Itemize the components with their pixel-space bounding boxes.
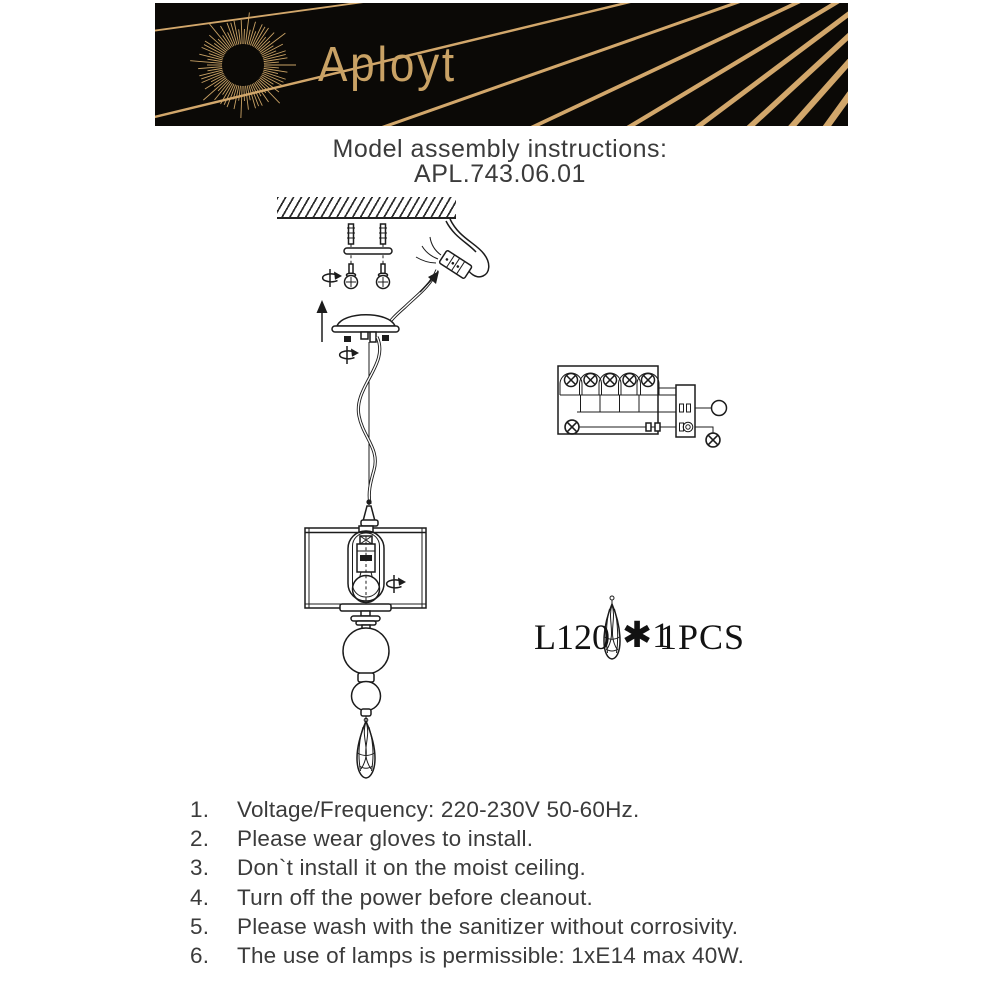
decor-sphere-small: [352, 682, 381, 711]
crystal-drop-drawing: [357, 721, 375, 778]
fastener-square: [344, 336, 351, 342]
wiring-diagram: [558, 366, 727, 447]
page-title: Model assembly instructions:: [332, 135, 668, 163]
up-arrow-icon: [317, 300, 328, 342]
wire-connector-drawing: [384, 219, 489, 331]
model-number: APL.743.06.01: [414, 160, 586, 188]
lamp-symbol-icon: [706, 433, 720, 447]
instruction-step: 6. The use of lamps is permissible: 1xE14 max 40W.: [190, 943, 745, 969]
instruction-step: 3. Don`t install it on the moist ceiling.: [190, 855, 587, 881]
instruction-step: 4. Turn off the power before cleanout.: [190, 884, 593, 910]
cord-grip: [361, 499, 378, 526]
part-quantity: ✱1: [622, 615, 671, 655]
instruction-step: 2. Please wear gloves to install.: [190, 826, 534, 852]
screw-icon: [345, 264, 390, 289]
instructions-list: [190, 795, 744, 970]
instruction-step: 5. Please wash with the sanitizer without corrosivity.: [190, 913, 739, 939]
part-code: L120: [534, 617, 610, 657]
terminal-block: [676, 385, 695, 437]
mounting-bracket: [344, 248, 392, 254]
torque-rotation-icon: [323, 269, 342, 287]
brand-name: Aployt: [318, 37, 457, 92]
instruction-step: 1. Voltage/Frequency: 220-230V 50-60Hz.: [190, 797, 640, 822]
fastener-square: [382, 335, 389, 341]
canopy-drawing: [332, 315, 399, 342]
decor-sphere-large: [343, 628, 389, 674]
torque-rotation-icon: [340, 346, 359, 364]
junction-circle: [712, 401, 727, 416]
decor-spheres-drawing: [340, 604, 391, 722]
part-pieces: 1PCS: [659, 617, 746, 657]
lampshade-drawing: [305, 526, 426, 611]
